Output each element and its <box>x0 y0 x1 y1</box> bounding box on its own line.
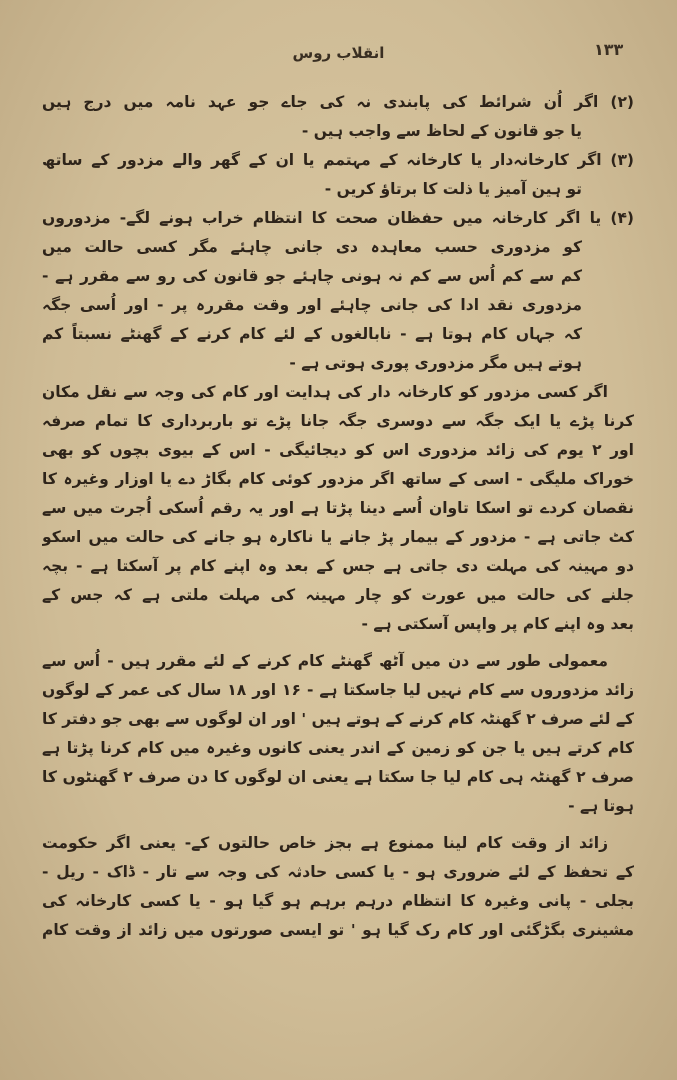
text-line: جلنے کی حالت میں عورت کو چار مہینہ کی مہلت ملتی ہے کہ جس کے <box>42 586 634 604</box>
paragraph-gap <box>42 821 634 829</box>
text-line: کو مزدوری حسب معاہدہ دی جانی چاہئے مگر کسی حالت میں <box>42 238 582 256</box>
text-line: بعد وہ اپنے کام پر واپس آسکتی ہے - <box>361 615 634 633</box>
text-line: زائد از وقت کام لینا ممنوع ہے بجز خاص حالتوں کے- یعنی اگر حکومت <box>42 834 608 852</box>
text-line: (۳) اگر کارخانہ‌دار یا کارخانہ کے مہتمم یا ان کے گھر والے مزدور کے ساتھ <box>42 151 634 169</box>
page-number: ۱۳۳ <box>594 40 624 59</box>
text-line: زائد مزدوروں سے کام نہیں لیا جاسکتا ہے - ۱۶ اور ۱۸ سال کی عمر کے لوگوں <box>42 681 634 699</box>
text-line: کے تحفظ کے لئے ضروری ہو - یا کسی حادثہ کی وجہ سے تار - ڈاک - ریل - <box>42 863 634 881</box>
text-line: مشینری بگڑگئی اور کام رک گیا ہو ' تو ایسی صورتوں میں زائد از وقت کام <box>42 921 634 939</box>
text-line: صرف ۲ گھنٹہ ہی کام لیا جا سکتا ہے یعنی ان لوگوں کا دن صرف ۲ گھنٹوں کا <box>42 768 634 786</box>
body-text <box>42 88 634 945</box>
text-line: کہ جہاں کام ہوتا ہے - نابالغوں کے لئے کام کرنے کے گھنٹے نسبتاً کم <box>42 325 582 343</box>
text-line: کے لئے صرف ۲ گھنٹہ کام کرنے کے ہوتے ہیں ' اور ان لوگوں سے بھی جو دفتر کا <box>42 710 634 728</box>
text-line: بجلی - پانی وغیرہ کا انتظام درہم برہم ہو گیا ہو - یا کسی کارخانہ کی <box>42 892 634 910</box>
text-line: خوراک ملیگی - اسی کے ساتھ اگر مزدور کوئی کام بگاڑ دے یا اوزار وغیرہ کا <box>42 470 634 488</box>
text-line: اور ۲ یوم کی زائد مزدوری اس کو دیجائیگی - اس کے بیوی بچوں کو بھی <box>42 441 634 459</box>
text-line: مزدوری نقد ادا کی جانی چاہئے اور وقت مقررہ پر - اور اُسی جگہ <box>42 296 582 314</box>
text-line: کام کرتے ہیں یا جن کو زمین کے اندر یعنی کانوں وغیرہ میں کام کرنا پڑتا ہے <box>42 739 634 757</box>
running-title: انقلاب روس <box>292 44 385 62</box>
text-line: اگر کسی مزدور کو کارخانہ دار کی ہدایت اور کام کی وجہ سے نقل مکان <box>42 383 608 401</box>
text-line: یا جو قانون کے لحاظ سے واجب ہیں - <box>301 122 582 140</box>
text-line: تو ہین آمیز یا ذلت کا برتاؤ کریں - <box>324 180 582 198</box>
text-line: ہوتے ہیں مگر مزدوری پوری ہوتی ہے - <box>289 354 582 372</box>
text-line: ہوتا ہے - <box>568 797 634 815</box>
text-line: کرنا پڑے یا ایک جگہ سے دوسری جگہ جانا پڑے تو باربرداری کا تمام صرفہ <box>42 412 634 430</box>
text-line: کٹ جاتی ہے - مزدور کے بیمار پڑ جانے یا ناکارہ ہو جانے کی حالت میں اسکو <box>42 528 634 546</box>
text-line: (۲) اگر اُن شرائط کی پابندی نہ کی جاے جو عہد نامہ میں درج ہیں <box>42 93 634 111</box>
text-line: کم سے کم اُس سے کم نہ ہونی چاہئے جو قانون کی رو سے مقرر ہے - <box>42 267 582 285</box>
paragraph-gap <box>42 639 634 647</box>
text-line: دو مہینہ کی مہلت دی جاتی ہے جس کے بعد وہ اپنے کام پر آسکتا ہے - بچہ <box>42 557 634 575</box>
text-line: نقصان کردے تو اسکا تاوان اُسے دینا پڑتا ہے اور یہ رقم اُسکی اُجرت میں سے <box>42 499 634 517</box>
text-line: (۴) یا اگر کارخانہ میں حفظان صحت کا انتظام خراب ہونے لگے- مزدوروں <box>42 209 634 227</box>
text-line: معمولی طور سے دن میں آٹھ گھنٹے کام کرنے کے لئے مقرر ہیں - اُس سے <box>42 652 608 670</box>
